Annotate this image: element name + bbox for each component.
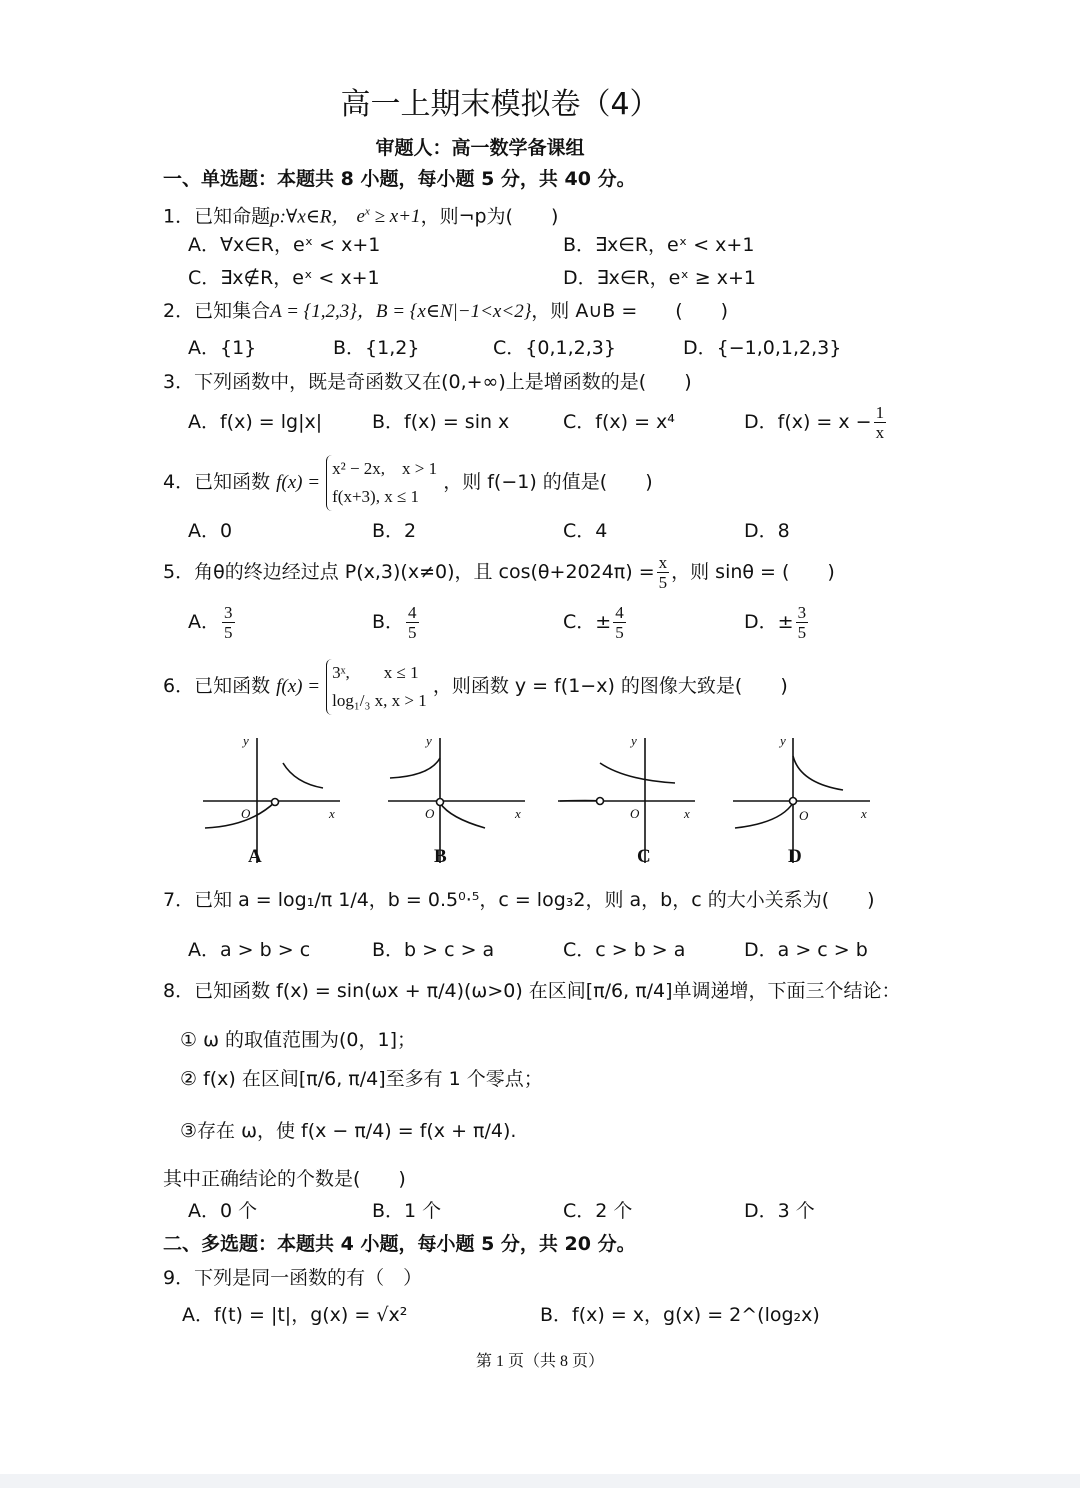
q4-option-c: C．4 <box>563 520 608 542</box>
q1-option-a: A．∀x∈R，eˣ < x+1 <box>188 234 381 256</box>
graph-label-a: A <box>248 846 262 867</box>
graph-c <box>558 738 695 863</box>
reviewer-line: 审题人：高一数学备课组 <box>375 137 585 159</box>
q3-option-c: C．f(x) = x⁴ <box>563 411 675 433</box>
q6-piecewise: 3ˣ, x ≤ 1 log₁/₃ x, x > 1 <box>326 659 427 715</box>
graph-a-x-label: x <box>329 806 335 821</box>
bottom-bar <box>0 1474 1080 1488</box>
q5-option-c: C．± $\frac{4}{5}$ <box>563 603 624 642</box>
q8-ask: 其中正确结论的个数是( ) <box>163 1168 406 1190</box>
q4-piecewise: x² − 2x, x > 1 f(x+3), x ≤ 1 <box>326 455 437 511</box>
q5-option-a: A． $\frac{3}{5}$ <box>188 603 233 642</box>
q7-option-a: A．a > b > c <box>188 939 311 961</box>
graph-b <box>388 738 525 863</box>
graph-b-y-label: y <box>426 733 432 748</box>
q8-option-b: B．1 个 <box>372 1200 442 1222</box>
question-4-stem: 4．已知函数 f(x) = x² − 2x, x > 1 f(x+3), x ≤ 1 ，则 f(−1) 的值是( ) <box>163 452 653 513</box>
q2-option-b: B．{1,2} <box>333 337 420 359</box>
graph-d-origin: O <box>799 808 809 823</box>
q8-conclusion-2: ② f(x) 在区间[π/6, π/4]至多有 1 个零点； <box>180 1068 543 1090</box>
q2-option-d: D．{−1,0,1,2,3} <box>683 337 842 359</box>
q4-option-a: A．0 <box>188 520 233 542</box>
graph-d-x-label: x <box>861 806 867 821</box>
q1-option-d: D．∃x∈R，eˣ ≥ x+1 <box>563 267 757 289</box>
q8-option-a: A．0 个 <box>188 1200 258 1222</box>
graph-b-x-label: x <box>515 806 521 821</box>
question-7-stem: 7．已知 a = log₁/π 1/4，b = 0.5⁰·⁵，c = log₃2，则 a，b，c 的大小关系为( ) <box>163 889 875 911</box>
graph-a-origin: O <box>241 806 251 821</box>
q9-option-a: A．f(t) = |t|，g(x) = √x² <box>182 1304 408 1326</box>
question-3-stem: 3．下列函数中，既是奇函数又在(0,+∞)上是增函数的是( ) <box>163 371 692 393</box>
graph-c-origin: O <box>630 806 640 821</box>
q1-option-b: B．∃x∈R，eˣ < x+1 <box>563 234 755 256</box>
graph-a-y-label: y <box>243 733 249 748</box>
section2-heading: 二、多选题：本题共 4 小题，每小题 5 分，共 20 分。 <box>163 1233 636 1255</box>
graph-c-y-label: y <box>631 733 637 748</box>
question-2-stem: 2．已知集合A = {1,2,3}，B = {x∈N|−1<x<2}，则 A∪B = ( ) <box>163 300 729 322</box>
q5-option-b: B． $\frac{4}{5}$ <box>372 603 417 642</box>
q8-option-c: C．2 个 <box>563 1200 633 1222</box>
graph-label-c: C <box>637 846 651 867</box>
q3-option-b: B．f(x) = sin x <box>372 411 510 433</box>
q7-option-d: D．a > c > b <box>744 939 868 961</box>
question-6-stem: 6．已知函数 f(x) = 3ˣ, x ≤ 1 log₁/₃ x, x > 1 ，则函数 y = f(1−x) 的图像大致是( ) <box>163 656 788 717</box>
graph-label-d: D <box>788 846 802 867</box>
q7-option-c: C．c > b > a <box>563 939 686 961</box>
q4-option-b: B．2 <box>372 520 417 542</box>
question-1-stem: 1．已知命题p:∀x∈R， $e^x \ge x+1$，则¬p为( ) <box>163 205 559 228</box>
section1-heading: 一、单选题：本题共 8 小题，每小题 5 分，共 40 分。 <box>163 168 636 190</box>
question-8-stem: 8．已知函数 f(x) = sin(ωx + π/4)(ω>0) 在区间[π/6, π/4]单调递增，下面三个结论： <box>163 980 901 1002</box>
graph-label-b: B <box>434 846 447 867</box>
graph-d <box>733 738 870 863</box>
q8-conclusion-3: ③存在 ω，使 f(x − π/4) = f(x + π/4). <box>180 1120 517 1142</box>
q2-option-a: A．{1} <box>188 337 257 359</box>
graph-b-origin: O <box>425 806 435 821</box>
page-footer: 第 1 页（共 8 页） <box>475 1353 604 1370</box>
graph-a <box>203 738 340 863</box>
q7-option-b: B．b > c > a <box>372 939 495 961</box>
graph-c-x-label: x <box>684 806 690 821</box>
graph-d-y-label: y <box>780 733 786 748</box>
question-9-stem: 9．下列是同一函数的有（ ） <box>163 1267 423 1289</box>
q4-option-d: D．8 <box>744 520 790 542</box>
q5-option-d: D．± $\frac{3}{5}$ <box>744 603 807 642</box>
q1-option-c: C．∃x∉R，eˣ < x+1 <box>188 267 380 289</box>
q2-option-c: C．{0,1,2,3} <box>493 337 616 359</box>
q8-conclusion-1: ① ω 的取值范围为(0，1]； <box>180 1029 417 1051</box>
exam-title: 高一上期末模拟卷（4） <box>340 87 660 122</box>
question-5-stem: 5．角θ的终边经过点 P(x,3)(x≠0)，且 cos(θ+2024π) = $\frac{x}{5}$ ，则 sinθ = ( ) <box>163 553 835 592</box>
q9-option-b: B．f(x) = x，g(x) = 2^(log₂x) <box>540 1304 820 1326</box>
q8-option-d: D．3 个 <box>744 1200 815 1222</box>
q3-option-d: D．f(x) = x − $\frac{1}{x}$ <box>744 403 885 442</box>
q3-option-a: A．f(x) = lg|x| <box>188 411 323 433</box>
